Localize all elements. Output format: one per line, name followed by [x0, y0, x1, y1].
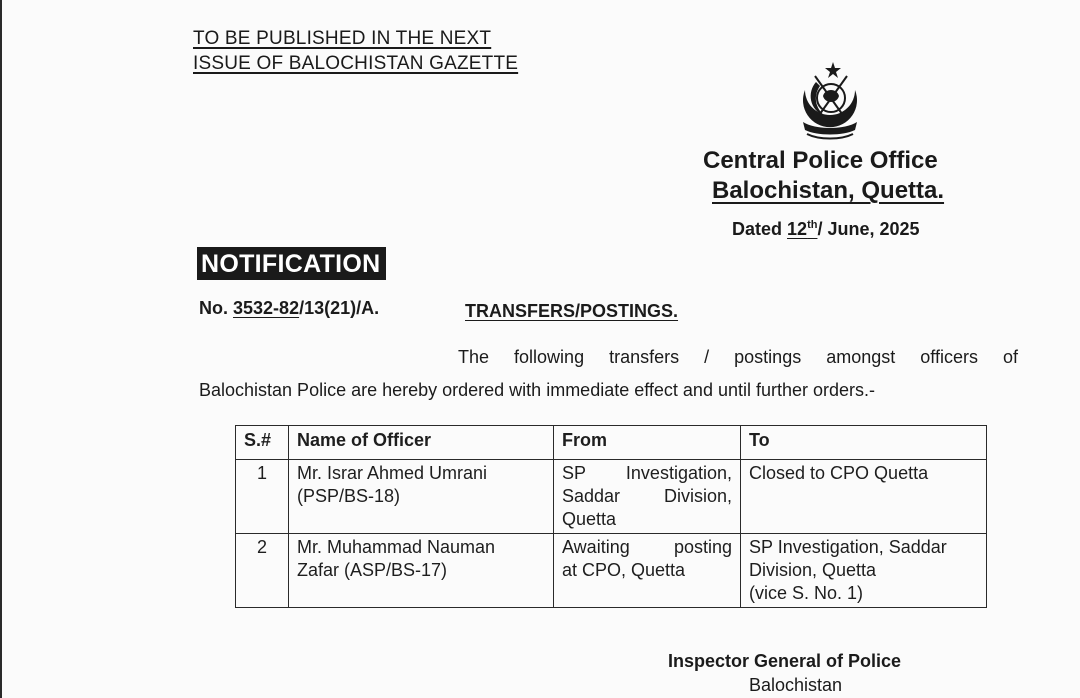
office-city: Balochistan, Quetta. [712, 177, 945, 204]
row-officer-name [289, 460, 554, 534]
issuing-office [703, 146, 944, 206]
table-header-row [236, 426, 987, 460]
dated-day-suffix: th [807, 219, 818, 231]
row-from [554, 460, 741, 534]
table-row [236, 534, 987, 608]
balochistan-police-emblem-icon [795, 60, 865, 142]
body-paragraph-line-2: Balochistan Police are hereby ordered with immediate effect and until further orders.- [199, 380, 876, 400]
dated-prefix: Dated [732, 219, 783, 239]
row-to [741, 460, 987, 534]
header-name: Name of Officer [289, 426, 554, 460]
dated-month-year: / June, 2025 [817, 219, 920, 239]
notification-number [199, 298, 379, 319]
notification-subject: TRANSFERS/POSTINGS. [465, 301, 679, 321]
header-sn: S.# [236, 426, 289, 460]
officer-name-line-1: Mr. Israr Ahmed Umrani [297, 463, 488, 483]
from-line-2: at CPO, Quetta [562, 560, 686, 580]
to-line-1: SP Investigation, Saddar [749, 537, 947, 557]
row-to [741, 534, 987, 608]
body-paragraph-line-1: The following transfers / postings amongst officers of [458, 347, 1018, 367]
row-sn: 1 [236, 460, 289, 534]
from-line-1: Awaiting posting [562, 537, 732, 557]
officer-name-line-1: Mr. Muhammad Nauman [297, 537, 496, 557]
dated-day [787, 219, 817, 239]
from-line-2: Saddar Division, [562, 486, 732, 506]
officer-name-line-2: Zafar (ASP/BS-17) [297, 560, 448, 580]
to-line-3: (vice S. No. 1) [749, 583, 864, 603]
from-line-3: Quetta [562, 509, 617, 529]
gazette-line-2: ISSUE OF BALOCHISTAN GAZETTE [193, 53, 519, 74]
row-sn: 2 [236, 534, 289, 608]
page-edge [0, 0, 2, 698]
number-label: No. [199, 298, 228, 318]
row-from [554, 534, 741, 608]
dated-day-number: 12 [787, 219, 808, 239]
gazette-publication-note [193, 26, 518, 76]
table-row [236, 460, 987, 534]
to-line-2: Division, Quetta [749, 560, 877, 580]
office-name: Central Police Office [703, 147, 938, 174]
gazette-line-1: TO BE PUBLISHED IN THE NEXT [193, 28, 492, 49]
notification-heading: NOTIFICATION [197, 247, 386, 280]
postings-table [235, 425, 987, 608]
from-line-1: SP Investigation, [562, 463, 732, 483]
header-from: From [554, 426, 741, 460]
signatory-title: Inspector General of Police [668, 651, 902, 671]
header-to: To [741, 426, 987, 460]
signatory-place: Balochistan [749, 675, 843, 695]
to-line-1: Closed to CPO Quetta [749, 463, 929, 483]
number-rest: /13(21)/A. [299, 298, 380, 318]
officer-name-line-2: (PSP/BS-18) [297, 486, 401, 506]
issue-date [732, 219, 920, 240]
row-officer-name [289, 534, 554, 608]
number-underlined: 3532-82 [233, 298, 300, 318]
